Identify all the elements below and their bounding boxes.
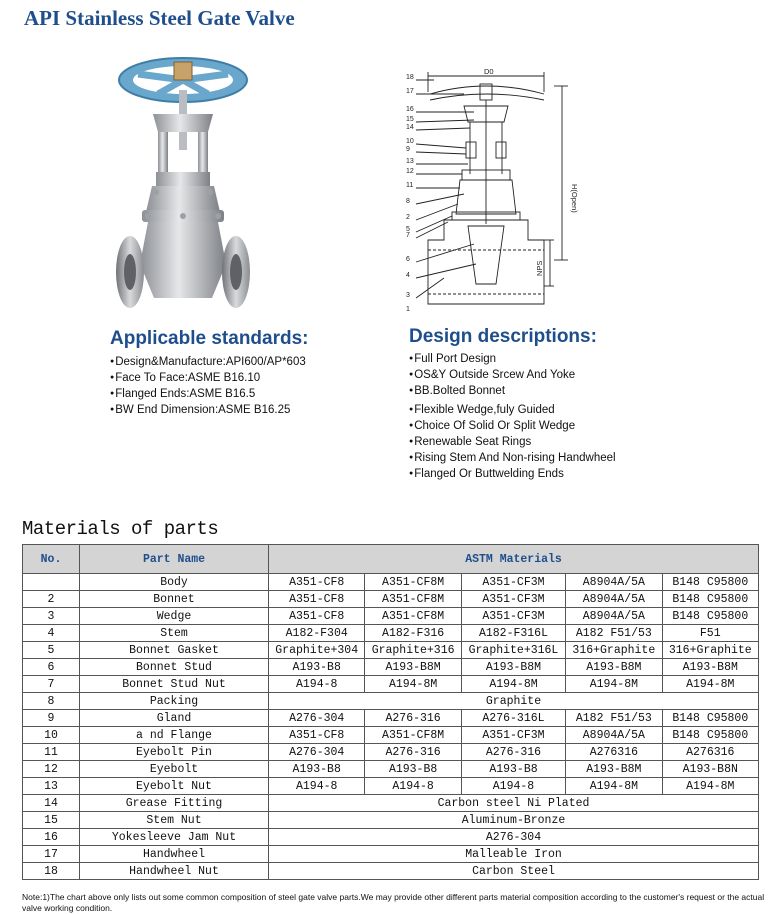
- table-cell: A351-CF3M: [461, 608, 565, 625]
- list-item: ● Design&Manufacture:API600/AP*603: [110, 354, 306, 370]
- table-cell: Graphite+316: [365, 642, 461, 659]
- table-cell: Gland: [80, 710, 269, 727]
- standards-heading: Applicable standards:: [110, 328, 309, 349]
- callout-number: 6: [406, 256, 410, 263]
- table-cell: A194-8M: [662, 778, 758, 795]
- table-row: [23, 693, 759, 710]
- standards-list: [110, 354, 306, 418]
- table-cell: 17: [23, 846, 80, 863]
- table-row: [23, 625, 759, 642]
- callout-number: 5: [406, 226, 410, 233]
- table-cell: A193-B8: [365, 761, 461, 778]
- table-cell: A276-304: [269, 710, 365, 727]
- table-cell: A351-CF8: [269, 608, 365, 625]
- table-cell: 5: [23, 642, 80, 659]
- table-cell: Handwheel: [80, 846, 269, 863]
- callout-number: 18: [406, 74, 414, 81]
- table-cell: A194-8M: [365, 676, 461, 693]
- table-cell: A351-CF8: [269, 591, 365, 608]
- table-cell: A194-8M: [662, 676, 758, 693]
- table-cell: 316+Graphite: [566, 642, 662, 659]
- materials-table: [22, 544, 759, 880]
- table-cell: A194-8M: [566, 778, 662, 795]
- table-cell: Malleable Iron: [269, 846, 759, 863]
- table-cell: A8904A/5A: [566, 727, 662, 744]
- table-cell: Bonnet: [80, 591, 269, 608]
- table-cell: Bonnet Gasket: [80, 642, 269, 659]
- list-item: ● Choice Of Solid Or Split Wedge: [409, 418, 616, 434]
- table-row: [23, 710, 759, 727]
- callout-number: 4: [406, 272, 410, 279]
- table-cell: Stem Nut: [80, 812, 269, 829]
- table-cell: Eyebolt: [80, 761, 269, 778]
- table-cell: 14: [23, 795, 80, 812]
- table-row: [23, 795, 759, 812]
- table-cell: A351-CF8M: [365, 574, 461, 591]
- table-cell: A193-B8M: [566, 659, 662, 676]
- page-title: API Stainless Steel Gate Valve: [24, 6, 295, 30]
- table-cell: Yokesleeve Jam Nut: [80, 829, 269, 846]
- table-cell: A193-B8: [269, 761, 365, 778]
- table-cell: Bonnet Stud Nut: [80, 676, 269, 693]
- table-row: [23, 863, 759, 880]
- table-cell: A276-304: [269, 829, 759, 846]
- table-cell: A193-B8M: [662, 659, 758, 676]
- table-cell: A276-316: [365, 710, 461, 727]
- table-cell: A351-CF8M: [365, 591, 461, 608]
- list-item: ● Flexible Wedge,fuly Guided: [409, 402, 616, 418]
- table-row: [23, 591, 759, 608]
- table-cell: A8904A/5A: [566, 608, 662, 625]
- table-cell: Graphite: [269, 693, 759, 710]
- table-cell: Handwheel Nut: [80, 863, 269, 880]
- table-cell: A8904A/5A: [566, 591, 662, 608]
- table-cell: 9: [23, 710, 80, 727]
- table-cell: A193-B8M: [461, 659, 565, 676]
- table-row: [23, 846, 759, 863]
- table-cell: A194-8M: [461, 676, 565, 693]
- table-cell: 11: [23, 744, 80, 761]
- table-cell: A182-F316L: [461, 625, 565, 642]
- dim-d0: D0: [484, 67, 494, 76]
- table-row: [23, 642, 759, 659]
- table-cell: Carbon Steel: [269, 863, 759, 880]
- table-cell: Body: [80, 574, 269, 591]
- table-cell: A351-CF3M: [461, 727, 565, 744]
- table-cell: [23, 574, 80, 591]
- table-cell: a nd Flange: [80, 727, 269, 744]
- table-cell: 4: [23, 625, 80, 642]
- table-cell: A276316: [566, 744, 662, 761]
- table-cell: A182-F304: [269, 625, 365, 642]
- table-cell: Stem: [80, 625, 269, 642]
- table-cell: A351-CF8: [269, 574, 365, 591]
- table-cell: Graphite+316L: [461, 642, 565, 659]
- list-item: ● Face To Face:ASME B16.10: [110, 370, 306, 386]
- valve-drawing: [404, 64, 586, 314]
- table-cell: A193-B8N: [662, 761, 758, 778]
- callout-number: 10: [406, 138, 414, 145]
- table-cell: A193-B8: [461, 761, 565, 778]
- callout-number: 2: [406, 214, 410, 221]
- callout-number: 17: [406, 88, 414, 95]
- callout-number: 14: [406, 124, 414, 131]
- table-cell: A351-CF8: [269, 727, 365, 744]
- table-cell: 7: [23, 676, 80, 693]
- list-item: ● Rising Stem And Non-rising Handwheel: [409, 450, 616, 466]
- table-cell: A276316: [662, 744, 758, 761]
- table-cell: B148 C95800: [662, 727, 758, 744]
- table-cell: A194-8: [269, 676, 365, 693]
- materials-title: Materials of parts: [22, 518, 219, 540]
- list-item: ● Renewable Seat Rings: [409, 434, 616, 450]
- table-cell: A276-316L: [461, 710, 565, 727]
- table-cell: A194-8M: [566, 676, 662, 693]
- table-cell: 316+Graphite: [662, 642, 758, 659]
- table-cell: Packing: [80, 693, 269, 710]
- table-cell: Bonnet Stud: [80, 659, 269, 676]
- callout-number: 8: [406, 198, 410, 205]
- callout-number: 13: [406, 158, 414, 165]
- table-row: [23, 812, 759, 829]
- callout-number: 3: [406, 292, 410, 299]
- table-cell: Aluminum-Bronze: [269, 812, 759, 829]
- callout-number: 9: [406, 146, 410, 153]
- table-cell: A351-CF3M: [461, 574, 565, 591]
- table-cell: Wedge: [80, 608, 269, 625]
- design-list: [409, 351, 616, 482]
- table-cell: F51: [662, 625, 758, 642]
- table-cell: 3: [23, 608, 80, 625]
- table-cell: A193-B8M: [365, 659, 461, 676]
- table-cell: 2: [23, 591, 80, 608]
- table-cell: A351-CF3M: [461, 591, 565, 608]
- table-cell: A194-8: [461, 778, 565, 795]
- callout-number: 16: [406, 106, 414, 113]
- table-row: [23, 761, 759, 778]
- table-cell: A351-CF8M: [365, 727, 461, 744]
- table-cell: 6: [23, 659, 80, 676]
- list-item: ● Full Port Design: [409, 351, 616, 367]
- list-item: ● BW End Dimension:ASME B16.25: [110, 402, 306, 418]
- table-cell: B148 C95800: [662, 710, 758, 727]
- table-cell: A276-316: [365, 744, 461, 761]
- table-cell: 12: [23, 761, 80, 778]
- table-cell: A276-316: [461, 744, 565, 761]
- table-row: [23, 659, 759, 676]
- table-cell: 8: [23, 693, 80, 710]
- footnote: Note:1)The chart above only lists out some common composition of steel gate valve parts.We may provide other different parts material composition according to the customer's request or the actual valve working condition.: [22, 892, 765, 913]
- table-cell: Grease Fitting: [80, 795, 269, 812]
- table-cell: A182-F316: [365, 625, 461, 642]
- callout-number: 12: [406, 168, 414, 175]
- callout-number: 7: [406, 232, 410, 239]
- table-cell: A193-B8M: [566, 761, 662, 778]
- header-part-name: Part Name: [80, 545, 269, 574]
- table-cell: A8904A/5A: [566, 574, 662, 591]
- design-heading: Design descriptions:: [409, 326, 597, 347]
- table-cell: 16: [23, 829, 80, 846]
- table-cell: 13: [23, 778, 80, 795]
- list-item: ● OS&Y Outside Srcew And Yoke: [409, 367, 616, 383]
- table-cell: Eyebolt Pin: [80, 744, 269, 761]
- table-cell: A351-CF8M: [365, 608, 461, 625]
- table-cell: 15: [23, 812, 80, 829]
- header-no: No.: [23, 545, 80, 574]
- table-cell: 10: [23, 727, 80, 744]
- callout-number: 11: [406, 182, 414, 189]
- table-row: [23, 744, 759, 761]
- table-row: [23, 608, 759, 625]
- header-astm: ASTM Materials: [269, 545, 759, 574]
- table-cell: B148 C95800: [662, 574, 758, 591]
- table-cell: 18: [23, 863, 80, 880]
- table-row: [23, 829, 759, 846]
- table-cell: B148 C95800: [662, 608, 758, 625]
- table-cell: Carbon steel Ni Plated: [269, 795, 759, 812]
- table-cell: A182 F51/53: [566, 710, 662, 727]
- table-cell: Graphite+304: [269, 642, 365, 659]
- table-cell: A182 F51/53: [566, 625, 662, 642]
- callout-numbers: [406, 74, 414, 313]
- table-row: [23, 676, 759, 693]
- table-cell: B148 C95800: [662, 591, 758, 608]
- dim-nps: NPS: [535, 260, 544, 276]
- table-cell: A276-304: [269, 744, 365, 761]
- list-item: ● Flanged Ends:ASME B16.5: [110, 386, 306, 402]
- list-item: ● Flanged Or Buttwelding Ends: [409, 466, 616, 482]
- callout-number: 1: [406, 306, 410, 313]
- callout-number: 15: [406, 116, 414, 123]
- valve-photo: [108, 54, 258, 316]
- table-row: [23, 727, 759, 744]
- table-row: [23, 778, 759, 795]
- table-cell: A194-8: [365, 778, 461, 795]
- list-item: ● BB.Bolted Bonnet: [409, 383, 616, 399]
- table-row: [23, 574, 759, 591]
- table-cell: A193-B8: [269, 659, 365, 676]
- table-cell: A194-8: [269, 778, 365, 795]
- table-cell: Eyebolt Nut: [80, 778, 269, 795]
- dim-h-open: H(Open): [570, 184, 579, 213]
